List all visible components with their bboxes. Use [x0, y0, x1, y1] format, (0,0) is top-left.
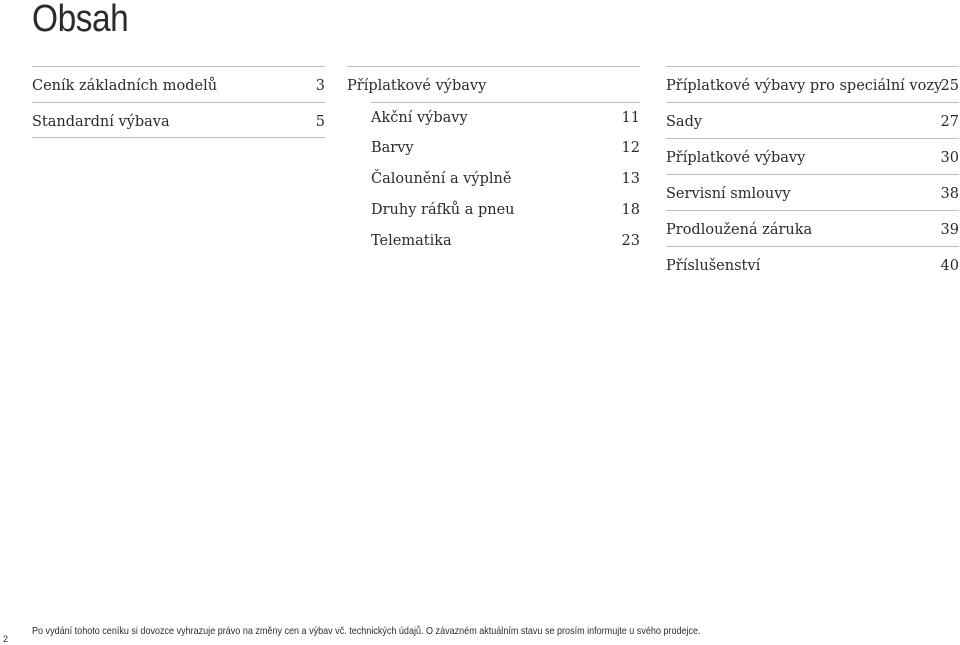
toc-column-2 — [347, 66, 640, 257]
toc-entry-page: 5 — [315, 114, 325, 130]
toc-subentry-page: 12 — [621, 140, 640, 156]
toc-subentry-page: 23 — [621, 233, 640, 249]
toc-entry-page: 38 — [940, 186, 959, 202]
toc-entry[interactable] — [666, 102, 959, 138]
toc-entry[interactable] — [666, 246, 959, 282]
toc-entry[interactable] — [32, 102, 325, 138]
toc-subentry-label: Čalounění a výplně — [371, 171, 512, 187]
toc-subentry-page: 18 — [621, 202, 640, 218]
toc-subentry[interactable] — [371, 195, 640, 226]
toc-subentry-label: Akční výbavy — [371, 110, 468, 126]
toc-entry-label: Ceník základních modelů — [32, 78, 218, 94]
toc-entry[interactable] — [666, 210, 959, 246]
toc-entry[interactable] — [32, 66, 325, 102]
toc-group-heading-label: Příplatkové výbavy — [347, 78, 487, 94]
footnote: Po vydání tohoto ceníku si dovozce vyhrazuje právo na změny cen a výbav vč. technických údajů. O závazném aktuálním stavu se prosím informujte u svého prodejce. — [32, 625, 701, 637]
toc-entry-page: 27 — [940, 114, 959, 130]
toc-entry-page: 40 — [940, 258, 959, 274]
toc-subentry-page: 13 — [621, 171, 640, 187]
toc-entry-label: Příplatkové výbavy — [666, 150, 806, 166]
page-title: Obsah — [32, 0, 129, 40]
toc-subentry[interactable] — [371, 164, 640, 195]
toc-subentry[interactable] — [371, 102, 640, 133]
toc-entry-label: Prodloužená záruka — [666, 222, 813, 238]
toc-entry-label: Sady — [666, 114, 703, 130]
toc-entry[interactable] — [666, 138, 959, 174]
page-number: 2 — [3, 634, 9, 644]
toc-entry-page: 30 — [940, 150, 959, 166]
toc-entry[interactable] — [666, 174, 959, 210]
toc-subentry[interactable] — [371, 133, 640, 164]
toc-subentry-label: Druhy ráfků a pneu — [371, 202, 515, 218]
toc-subentry[interactable] — [371, 226, 640, 257]
toc-entry-label: Servisní smlouvy — [666, 186, 791, 202]
toc-group-heading — [347, 66, 640, 102]
toc-column-1 — [32, 66, 325, 138]
toc-subentry-label: Barvy — [371, 140, 414, 156]
toc-subentry-label: Telematika — [371, 233, 452, 249]
toc-entry-page: 3 — [315, 78, 325, 94]
toc-entry-page: 25 — [940, 78, 959, 94]
toc-entry-page: 39 — [940, 222, 959, 238]
toc-subentry-page: 11 — [621, 110, 640, 126]
toc-entry-label: Příplatkové výbavy pro speciální vozy — [666, 78, 943, 94]
toc-entry-label: Standardní výbava — [32, 114, 170, 130]
toc-entry[interactable] — [666, 66, 959, 102]
toc-entry-label: Příslušenství — [666, 258, 761, 274]
toc-column-3 — [666, 66, 959, 282]
